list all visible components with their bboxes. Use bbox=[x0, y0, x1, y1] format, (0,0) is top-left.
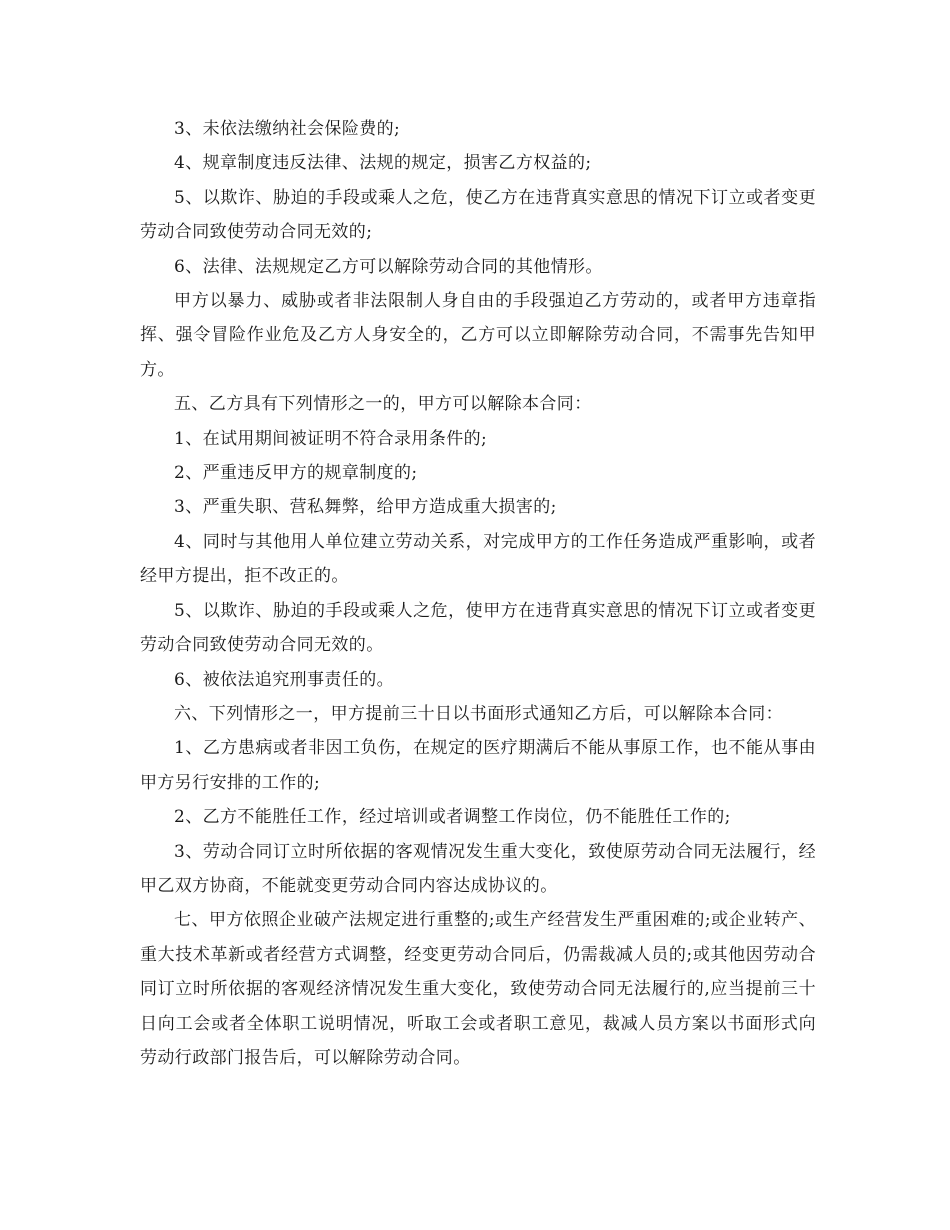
paragraph: 2、乙方不能胜任工作，经过培训或者调整工作岗位，仍不能胜任工作的; bbox=[174, 807, 731, 828]
paragraph: 3、严重失职、营私舞弊，给甲方造成重大损害的; bbox=[174, 497, 557, 518]
paragraph: 5、以欺诈、胁迫的手段或乘人之危，使甲方在违背真实意思的情况下订立或者变更劳动合同致使劳动合同无效的。 bbox=[140, 600, 816, 656]
paragraph: 六、下列情形之一，甲方提前三十日以书面形式通知乙方后，可以解除本合同： bbox=[174, 703, 783, 724]
paragraph: 4、同时与其他用人单位建立劳动关系，对完成甲方的工作任务造成严重影响，或者经甲方提出，拒不改正的。 bbox=[140, 531, 816, 587]
paragraph: 1、在试用期间被证明不符合录用条件的; bbox=[174, 428, 488, 449]
paragraph: 七、甲方依照企业破产法规定进行重整的;或生产经营发生严重困难的;或企业转产、重大技术革新或者经营方式调整，经变更劳动合同后，仍需裁减人员的;或其他因劳动合同订立时所依据的客观经济情况发生重大变化，致使劳动合同无法履行的,应当提前三十日向工会或者全体职工说明情况，听取工会或者职工意见，裁减人员方案以书面形式向劳动行政部门报告后，可以解除劳动合同。 bbox=[140, 910, 816, 1068]
paragraph: 3、劳动合同订立时所依据的客观情况发生重大变化，致使原劳动合同无法履行，经甲乙双方协商，不能就变更劳动合同内容达成协议的。 bbox=[140, 841, 816, 896]
paragraph: 五、乙方具有下列情形之一的，甲方可以解除本合同： bbox=[174, 394, 592, 415]
paragraph: 1、乙方患病或者非因工负伤，在规定的医疗期满后不能从事原工作，也不能从事由甲方另行安排的工作的; bbox=[140, 738, 816, 793]
paragraph: 5、以欺诈、胁迫的手段或乘人之危，使乙方在违背真实意思的情况下订立或者变更劳动合同致使劳动合同无效的; bbox=[140, 187, 816, 243]
document-page bbox=[140, 112, 816, 1075]
paragraph: 2、严重违反甲方的规章制度的; bbox=[174, 463, 418, 484]
paragraph: 6、被依法追究刑事责任的。 bbox=[174, 669, 395, 690]
paragraph: 4、规章制度违反法律、法规的规定，损害乙方权益的; bbox=[174, 153, 592, 174]
paragraph: 3、未依法缴纳社会保险费的; bbox=[174, 119, 401, 139]
paragraph: 甲方以暴力、威胁或者非法限制人身自由的手段强迫乙方劳动的，或者甲方违章指挥、强令冒险作业危及乙方人身安全的，乙方可以立即解除劳动合同，不需事先告知甲方。 bbox=[140, 291, 816, 380]
paragraph: 6、法律、法规规定乙方可以解除劳动合同的其他情形。 bbox=[174, 256, 603, 277]
